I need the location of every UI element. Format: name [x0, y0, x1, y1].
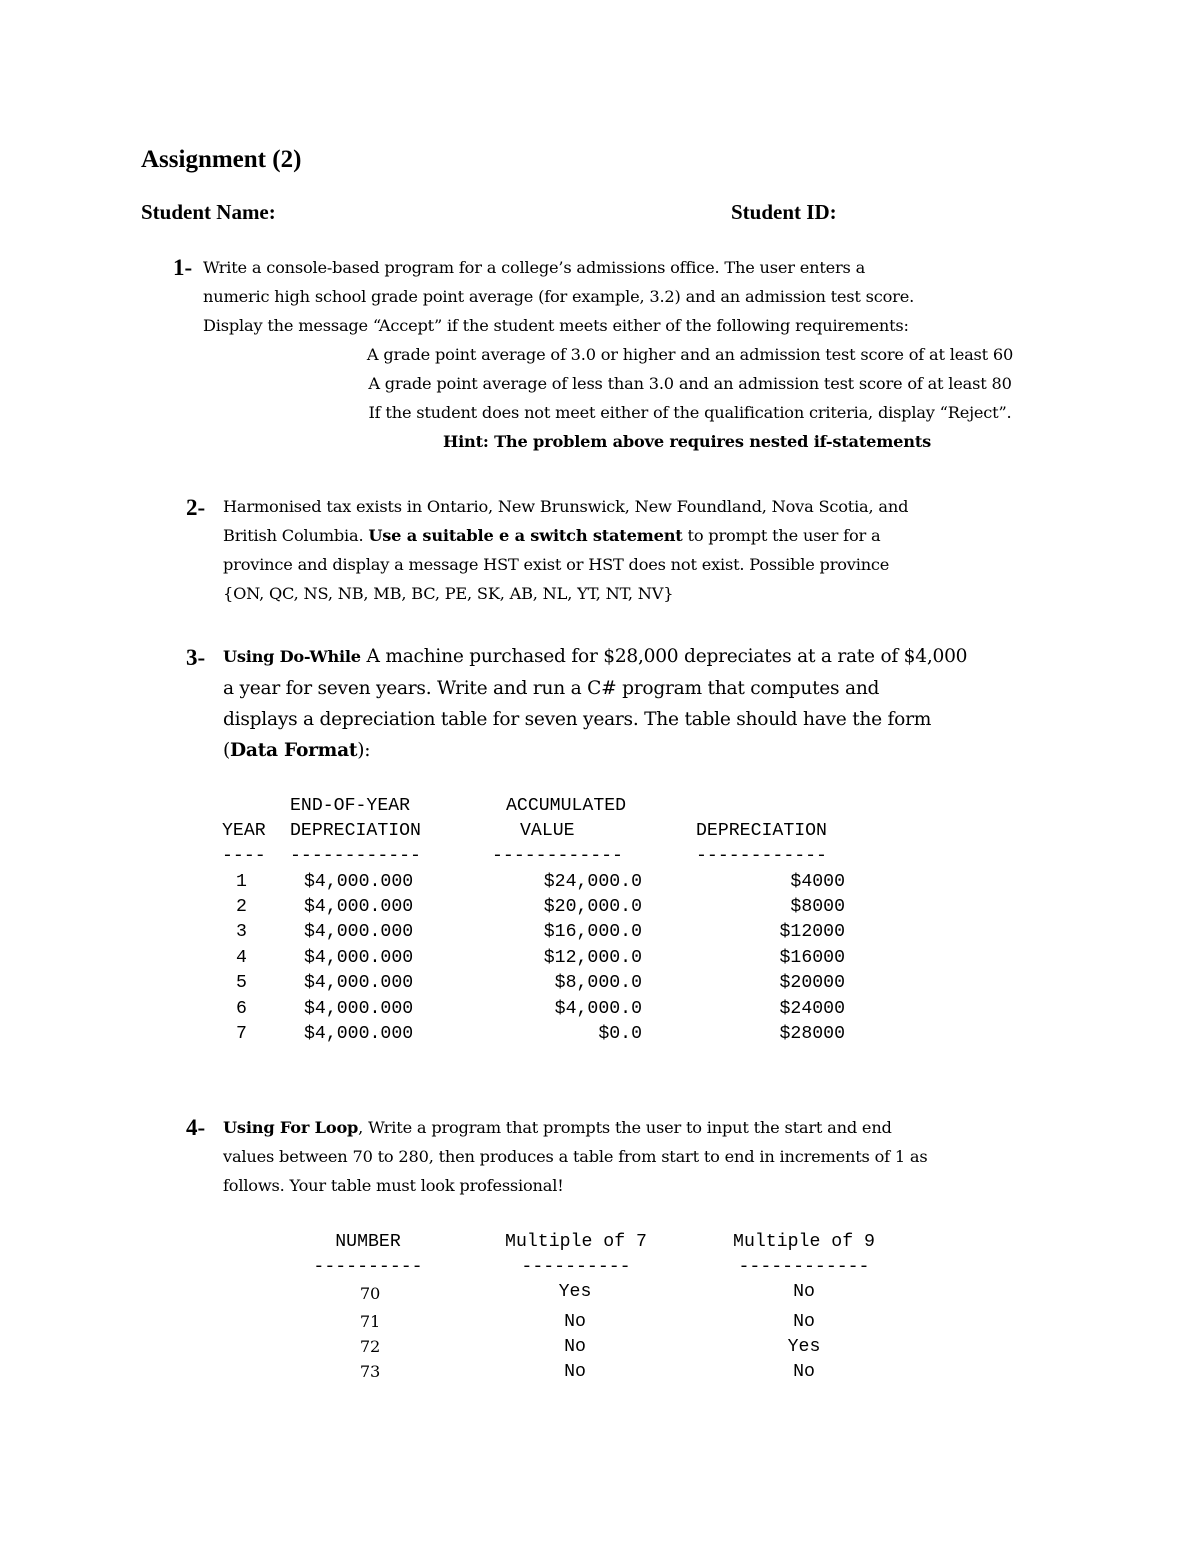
depreciation-cell: $4,000.000: [304, 999, 414, 1019]
question-text-line: [223, 526, 880, 545]
total-depreciation-cell: $28000: [779, 1024, 845, 1044]
depreciation-cell: $4,000.000: [304, 948, 414, 968]
text-segment: ):: [357, 740, 371, 761]
question-text-line: values between 70 to 280, then produces a table from start to end in increments of 1 as: [223, 1147, 928, 1166]
multiple-of-9-cell: No: [793, 1282, 815, 1302]
question-text-line: Write a console-based program for a college’s admissions office. The user enters a: [203, 258, 866, 277]
requirement-line: If the student does not meet either of the qualification criteria, display “Reject”.: [368, 403, 1012, 422]
question-number: 2-: [186, 495, 206, 520]
emphasis-text: Using For Loop: [223, 1118, 359, 1137]
multiple-of-7-cell: No: [564, 1312, 586, 1332]
text-segment: British Columbia.: [223, 526, 369, 545]
table-header: Multiple of 7: [505, 1232, 647, 1252]
question-text-line: Display the message “Accept” if the student meets either of the following requirements:: [203, 316, 909, 335]
multiple-of-9-cell: No: [793, 1312, 815, 1332]
number-cell: 73: [359, 1362, 381, 1381]
text-segment: to prompt the user for a: [682, 526, 881, 545]
table-header: DEPRECIATION: [696, 821, 827, 841]
question-text-line: province and display a message HST exist or HST does not exist. Possible province: [223, 555, 890, 574]
emphasis-text: Use a suitable e a switch statement: [368, 526, 683, 545]
table-divider: ----: [222, 846, 266, 866]
depreciation-cell: $4,000.000: [304, 1024, 414, 1044]
total-depreciation-cell: $8000: [790, 897, 845, 917]
text-segment: , Write a program that prompts the user to input the start and end: [358, 1118, 892, 1137]
depreciation-cell: $4,000.000: [304, 973, 414, 993]
page-title: Assignment (2): [141, 146, 302, 173]
hint-text: Hint: The problem above requires nested if-statements: [442, 432, 932, 451]
accumulated-value-cell: $8,000.0: [554, 973, 642, 993]
question-text-line: [223, 1118, 892, 1137]
multiple-of-7-cell: No: [564, 1362, 586, 1382]
year-cell: 1: [236, 872, 247, 892]
table-divider: ----------: [521, 1257, 631, 1277]
total-depreciation-cell: $12000: [779, 922, 845, 942]
number-cell: 72: [359, 1337, 381, 1356]
text-segment: (: [223, 740, 231, 761]
student-id-label: Student ID:: [731, 200, 837, 224]
table-divider: ------------: [492, 846, 623, 866]
accumulated-value-cell: $20,000.0: [543, 897, 642, 917]
multiple-of-7-cell: Yes: [558, 1282, 592, 1302]
depreciation-cell: $4,000.000: [304, 897, 414, 917]
question-text-line: numeric high school grade point average (for example, 3.2) and an admission test score.: [203, 287, 915, 306]
table-header: Multiple of 9: [733, 1232, 875, 1252]
total-depreciation-cell: $24000: [779, 999, 845, 1019]
table-divider: ----------: [313, 1257, 423, 1277]
depreciation-cell: $4,000.000: [304, 922, 414, 942]
total-depreciation-cell: $4000: [790, 872, 845, 892]
depreciation-cell: $4,000.000: [304, 872, 414, 892]
table-divider: ------------: [290, 846, 421, 866]
question-number: 4-: [186, 1115, 206, 1140]
total-depreciation-cell: $20000: [779, 973, 845, 993]
emphasis-text: Data Format: [230, 740, 358, 761]
multiple-of-7-cell: No: [564, 1337, 586, 1357]
question-text-line: [223, 740, 370, 761]
year-cell: 2: [236, 897, 247, 917]
table-header: NUMBER: [335, 1232, 401, 1252]
table-header: DEPRECIATION: [290, 821, 421, 841]
number-cell: 70: [359, 1284, 381, 1303]
question-text-line: Harmonised tax exists in Ontario, New Brunswick, New Foundland, Nova Scotia, and: [223, 497, 909, 516]
table-header: END-OF-YEAR: [290, 796, 411, 816]
number-cell: 71: [359, 1312, 381, 1331]
emphasis-text: Using Do-While: [223, 647, 361, 666]
year-cell: 7: [236, 1024, 247, 1044]
requirement-line: A grade point average of 3.0 or higher and an admission test score of at least 60: [366, 345, 1014, 364]
accumulated-value-cell: $0.0: [598, 1024, 642, 1044]
question-text-line: [223, 646, 967, 667]
table-divider: ------------: [696, 846, 827, 866]
accumulated-value-cell: $24,000.0: [543, 872, 642, 892]
table-divider: ------------: [738, 1257, 870, 1277]
multiple-of-9-cell: No: [793, 1362, 815, 1382]
accumulated-value-cell: $16,000.0: [543, 922, 642, 942]
accumulated-value-cell: $12,000.0: [543, 948, 642, 968]
year-cell: 3: [236, 922, 247, 942]
table-header: YEAR: [222, 821, 266, 841]
question-number: 1-: [173, 255, 193, 280]
table-header: VALUE: [520, 821, 575, 841]
year-cell: 4: [236, 948, 247, 968]
requirement-line: A grade point average of less than 3.0 and an admission test score of at least 80: [368, 374, 1012, 393]
province-list: {ON, QC, NS, NB, MB, BC, PE, SK, AB, NL, YT, NT, NV}: [223, 584, 674, 603]
question-text-line: a year for seven years. Write and run a C# program that computes and: [223, 678, 880, 699]
total-depreciation-cell: $16000: [779, 948, 845, 968]
accumulated-value-cell: $4,000.0: [554, 999, 642, 1019]
multiple-of-9-cell: Yes: [787, 1337, 821, 1357]
question-text-line: displays a depreciation table for seven years. The table should have the form: [223, 709, 932, 730]
question-text-line: follows. Your table must look professional!: [223, 1176, 564, 1195]
text-segment: A machine purchased for $28,000 depreciates at a rate of $4,000: [360, 646, 968, 667]
year-cell: 5: [236, 973, 247, 993]
student-name-label: Student Name:: [141, 200, 276, 224]
question-number: 3-: [186, 645, 206, 670]
table-header: ACCUMULATED: [506, 796, 627, 816]
year-cell: 6: [236, 999, 247, 1019]
